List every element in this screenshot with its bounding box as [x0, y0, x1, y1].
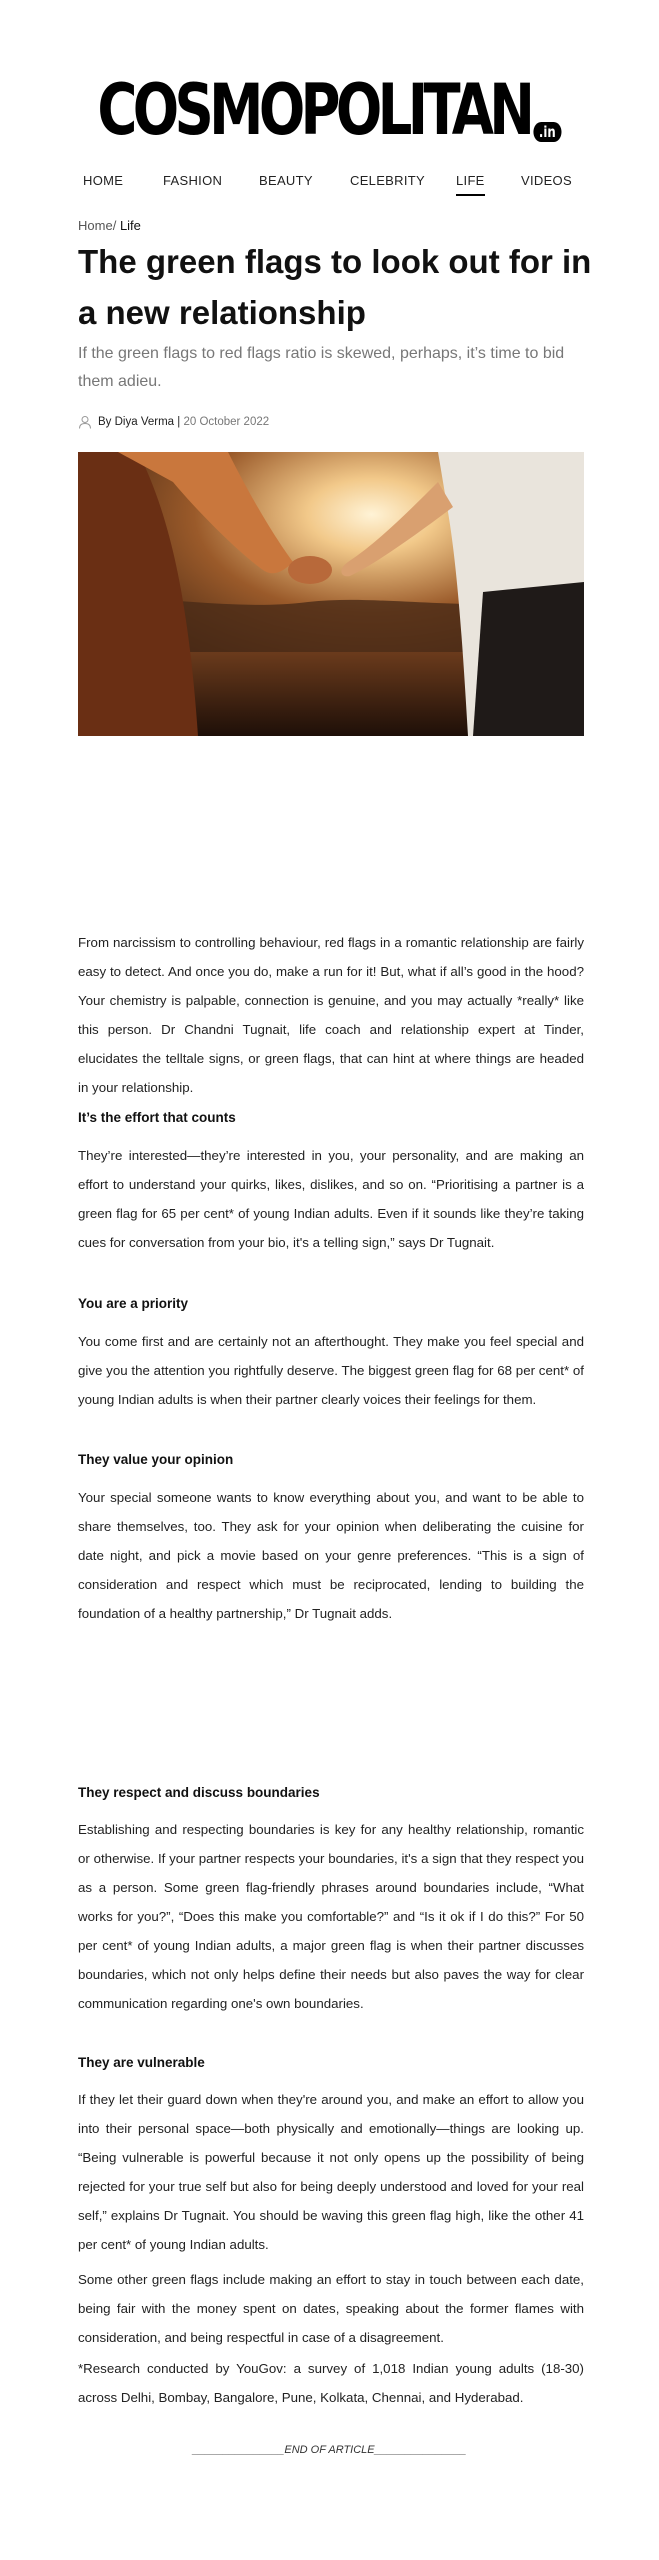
- section-heading: It’s the effort that counts: [78, 1110, 236, 1125]
- section-body: Establishing and respecting boundaries is key for any healthy relationship, romantic or otherwise. If your partner respects your boundaries, it's a sign that they respect you as a person. Some green flag-friendly phrases around boundaries include, “What works for you?”, “Does this make you comfortable?” and “Is it ok if I do this?” For 50 per cent* of young Indian adults, a major green flag is when their partner discusses boundaries, which not only helps define their needs but also paves the way for clear communication regarding one's own boundaries.: [78, 1822, 584, 2011]
- nav-item-celebrity[interactable]: CELEBRITY: [350, 173, 425, 188]
- section-heading: They are vulnerable: [78, 2055, 205, 2070]
- section-heading: They value your opinion: [78, 1452, 234, 1467]
- article-title: The green flags to look out for in a new relationship: [78, 243, 592, 331]
- user-icon: [78, 415, 92, 429]
- hero-image: [78, 452, 584, 736]
- section-heading: They respect and discuss boundaries: [78, 1785, 320, 1800]
- cosmopolitan-logo[interactable]: [97, 69, 562, 151]
- section-heading: You are a priority: [78, 1296, 189, 1311]
- nav-item-life[interactable]: LIFE: [456, 173, 485, 188]
- hero-illustration: [78, 452, 584, 736]
- nav-item-beauty[interactable]: BEAUTY: [259, 173, 313, 188]
- logo-text: COSMOPOLITAN: [97, 69, 531, 151]
- breadcrumb: [78, 218, 141, 233]
- section-body: They’re interested—they’re interested in you, your personality, and are making an effort to understand your quirks, likes, dislikes, and so on. “Prioritising a partner is a green flag for 65 per cent* of young Indian adults. Even if it sounds like they’re taking cues for conversation from your bio, it's a telling sign,” says Dr Tugnait.: [78, 1148, 584, 1250]
- nav-item-home[interactable]: HOME: [83, 173, 124, 188]
- breadcrumb-home-link[interactable]: Home: [78, 218, 113, 233]
- logo-container: [0, 69, 659, 151]
- breadcrumb-separator: /: [112, 218, 117, 233]
- research-footnote: *Research conducted by YouGov: a survey of 1,018 Indian young adults (18-30) across Delhi, Bombay, Bangalore, Pune, Kolkata, Chennai, and Hyderabad.: [78, 2361, 584, 2405]
- closing-paragraph: Some other green flags include making an effort to stay in touch between each date, being fair with the money spent on dates, speaking about the former flames with consideration, and being respectful in case of a disagreement.: [78, 2272, 584, 2345]
- section-body: You come first and are certainly not an afterthought. They make you feel special and give you the attention you rightfully deserve. The biggest green flag for 68 per cent* of young Indian adults is when their partner clearly voices their feelings for them.: [78, 1334, 584, 1407]
- nav-item-videos[interactable]: VIDEOS: [521, 173, 572, 188]
- nav-item-fashion[interactable]: FASHION: [163, 173, 223, 188]
- breadcrumb-current: Life: [119, 218, 141, 233]
- section-body: If they let their guard down when they're around you, and make an effort to allow you into their personal space—both physically and emotionally—things are looking up. “Being vulnerable is powerful because it not only opens up the possibility of being rejected for your true self but also for being deeply understood and loved for your real self,” explains Dr Tugnait. You should be waving this green flag high, like the other 41 per cent* of young Indian adults.: [78, 2092, 584, 2252]
- article-intro: From narcissism to controlling behaviour, red flags in a romantic relationship are fairly easy to detect. And once you do, make a run for it! But, what if all’s good in the hood? Your chemistry is palpable, connection is genuine, and you may actually *really* like this person. Dr Chandni Tugnait, life coach and relationship expert at Tinder, elucidates the telltale signs, or green flags, that can hint at where things are headed in your relationship.: [78, 935, 584, 1095]
- article-subtitle: If the green flags to red flags ratio is skewed, perhaps, it’s time to bid them adieu.: [78, 345, 565, 390]
- author-name: By Diya Verma: [98, 416, 175, 428]
- section-body: Your special someone wants to know everything about you, and want to be able to share themselves, too. They ask for your opinion when deliberating the cuisine for date night, and pick a movie based on your genre preferences. “This is a sign of consideration and respect which must be reciprocated, lending to building the foundation of a healthy partnership,” Dr Tugnait adds.: [78, 1490, 584, 1621]
- publish-date: 20 October 2022: [183, 416, 270, 428]
- logo-suffix: .in: [534, 122, 562, 142]
- byline-separator: |: [177, 416, 181, 428]
- byline: [78, 415, 269, 429]
- end-of-article: _______________END OF ARTICLE_______________: [192, 2444, 467, 2456]
